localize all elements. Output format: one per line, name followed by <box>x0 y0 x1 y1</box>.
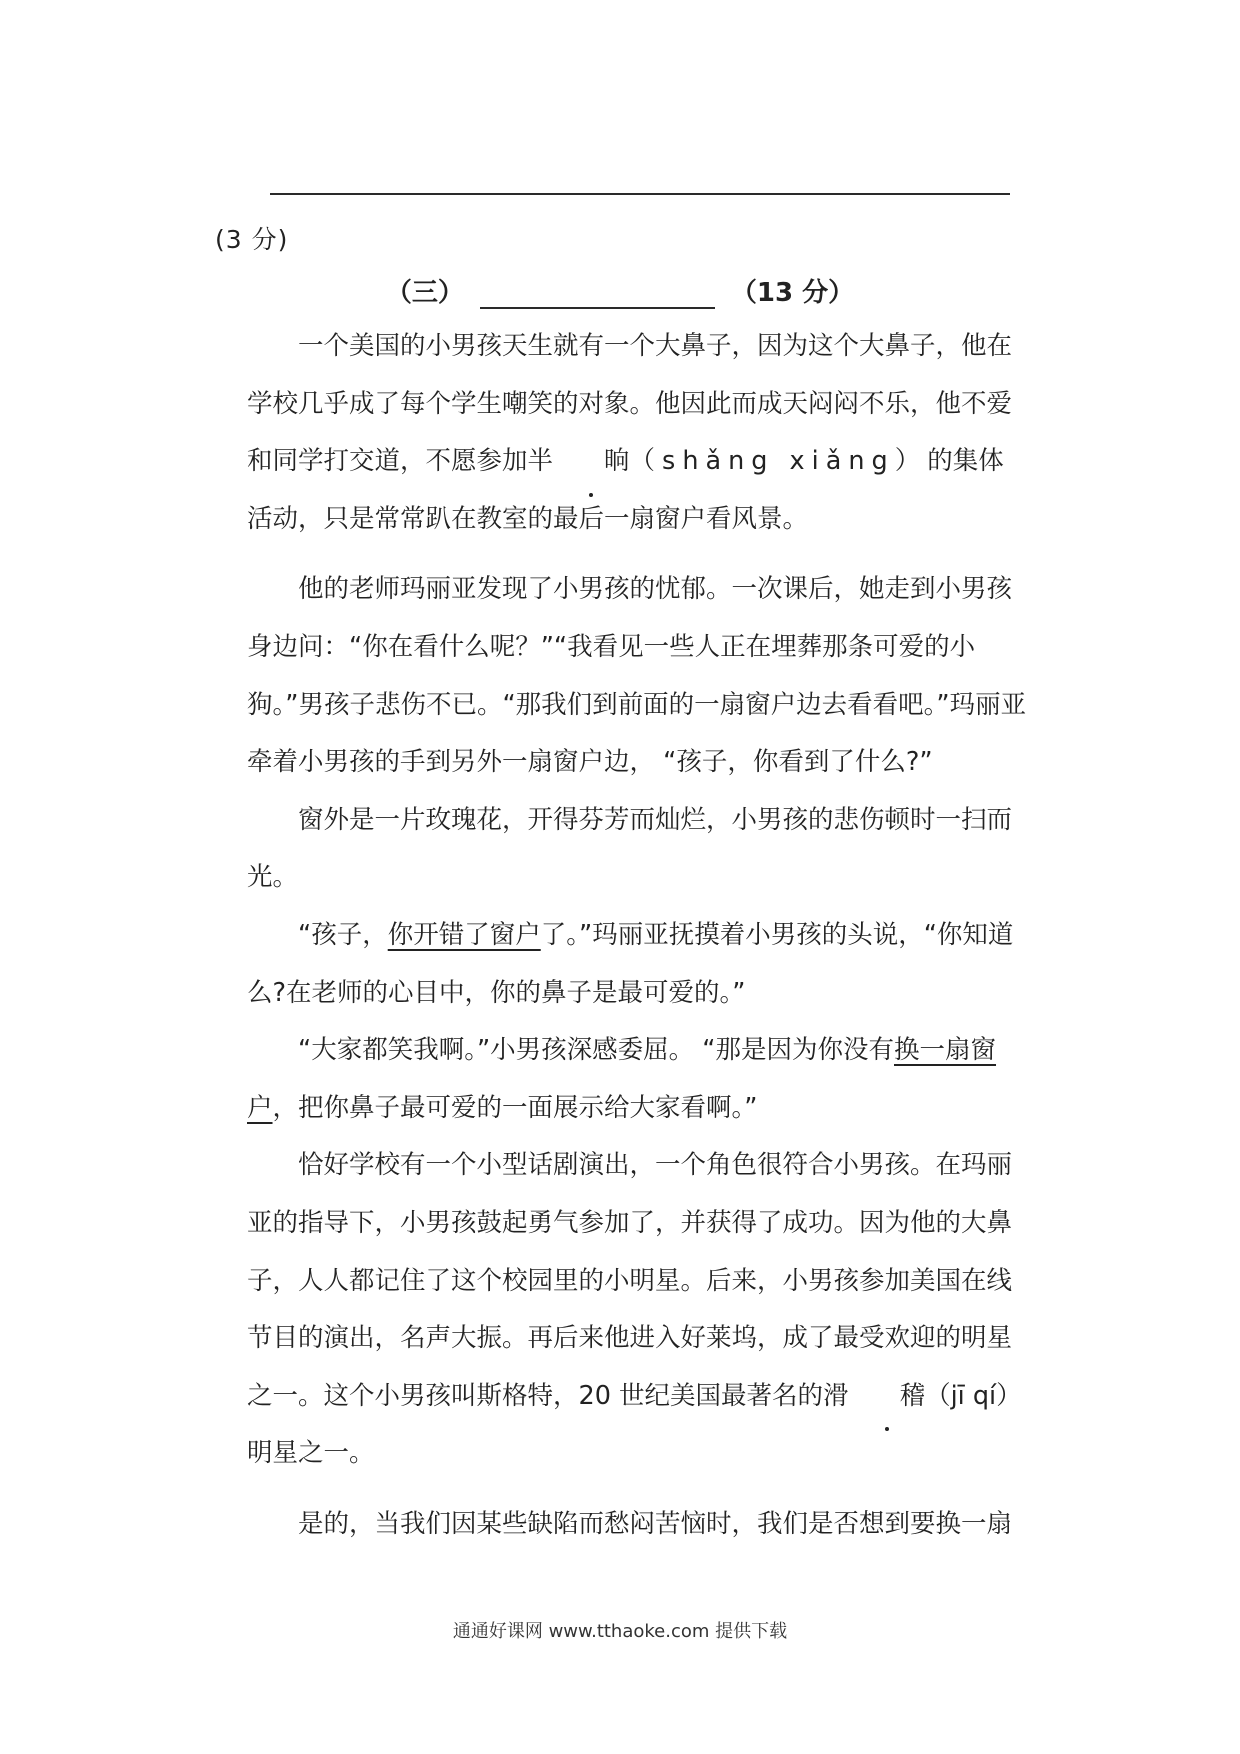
section-number: （三） <box>385 278 464 308</box>
paragraph-6-text-b: 明星之一。 <box>247 1438 375 1469</box>
dotted-char: 稽 <box>849 1368 926 1426</box>
paragraph-4-text-b: 了。”玛丽亚抚摸着小男孩的头说，“你知道么?在老师的心目中，你的鼻子是最可爱的。” <box>247 919 1014 1008</box>
paragraph-1-text-a: 一个美国的小男孩天生就有一个大鼻子，因为这个大鼻子，他在学校几乎成了每个学生嘲笑的对象。他因此而成天闷闷不乐，他不爱和同学打交道，不愿参加半 <box>247 331 1013 477</box>
footer-watermark: 通通好课网 www.tthaoke.com 提供下载 <box>452 1621 788 1642</box>
paragraph-6 <box>247 1137 1027 1483</box>
score-label: (3 分) <box>215 225 289 254</box>
title-blank[interactable] <box>480 279 715 309</box>
paragraph-1 <box>247 318 1027 548</box>
paragraph-4 <box>247 907 1027 1022</box>
paragraph-6-text-a: 恰好学校有一个小型话剧演出，一个角色很符合小男孩。在玛丽亚的指导下，小男孩鼓起勇气参加了，并获得了成功。因为他的大鼻子，人人都记住了这个校园里的小明星。后来，小男孩参加美国在线节目的演出，名声大振。再后来他进入好莱坞，成了最受欢迎的明星之一。这个小男孩叫斯格特，20 世纪美国最著名的滑 <box>247 1150 1013 1411</box>
section-score: （13 分） <box>730 278 855 308</box>
section-title <box>0 272 1240 309</box>
paragraph-5 <box>247 1022 1027 1137</box>
paragraph-3: 窗外是一片玫瑰花，开得芬芳而灿烂，小男孩的悲伤顿时一扫而光。 <box>247 804 1013 893</box>
underlined-phrase-1: 你开错了窗户 <box>387 919 541 950</box>
underlined-phrase-2: 换一扇窗户 <box>247 1035 997 1123</box>
paragraph-1-text-b: 的集体活动，只是常常趴在教室的最后一扇窗户看风景。 <box>247 446 1004 534</box>
pinyin-annotation: （jī qí） <box>925 1380 1022 1411</box>
paragraph-2: 他的老师玛丽亚发现了小男孩的忧郁。一次课后，她走到小男孩身边问：“你在看什么呢？”“我看见一些人正在埋葬那条可爱的小狗。”男孩子悲伤不已。“那我们到前面的一扇窗户边去看看吧。”玛丽亚牵着小男孩的手到另外一扇窗户边， “孩子，你看到了什么?” <box>247 574 1027 778</box>
answer-line <box>270 193 1010 195</box>
reading-passage <box>247 318 1027 1553</box>
paragraph-5-text-b: ，把你鼻子最可爱的一面展示给大家看啊。” <box>272 1092 758 1123</box>
paragraph-5-text-a: “大家都笑我啊。”小男孩深感委屈。 “那是因为你没有 <box>298 1035 894 1066</box>
paragraph-4-text-a: “孩子， <box>298 919 388 950</box>
dotted-char: 晌 <box>553 433 630 491</box>
paragraph-7: 是的，当我们因某些缺陷而愁闷苦恼时，我们是否想到要换一扇 <box>298 1508 1013 1539</box>
pinyin-annotation: （shǎng xiǎng） <box>629 446 928 477</box>
